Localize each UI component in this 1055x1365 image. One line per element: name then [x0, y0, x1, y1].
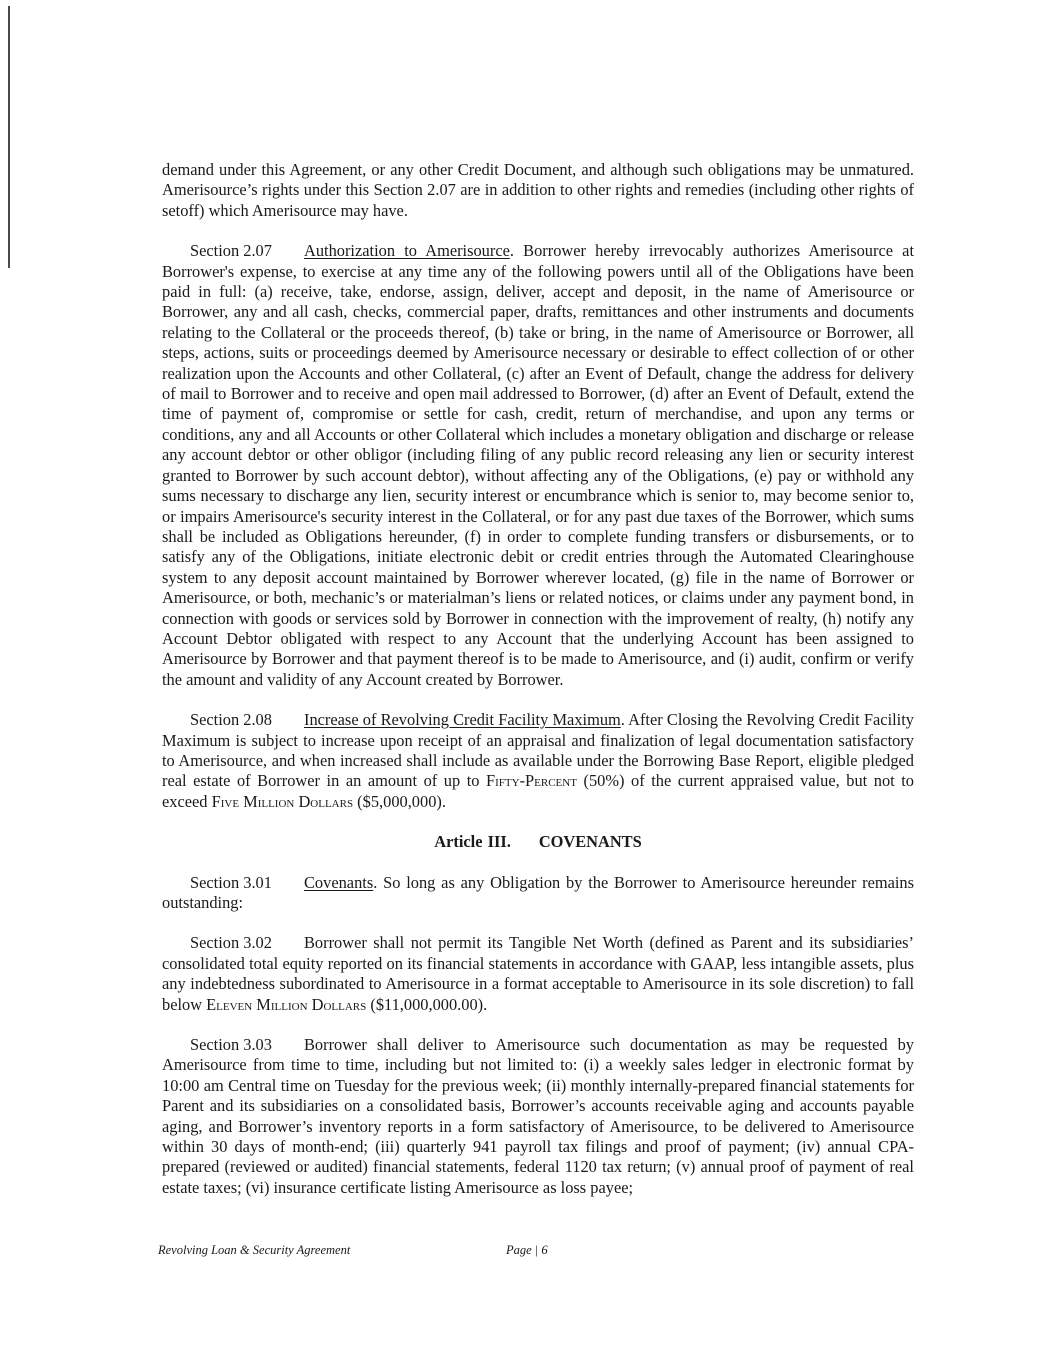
article-heading: [162, 832, 914, 852]
section-title: Covenants: [304, 872, 374, 892]
section-3-03: [162, 1035, 914, 1198]
section-2-08: [162, 710, 914, 812]
section-body: Borrower shall deliver to Amerisource such documentation as may be requested by Amerisource from time to time, including but not limited to: (i) a weekly sales ledger in electronic format by 10:00 am Central time on Tuesday for the previous week; (ii) monthly internally-prepared financial statements for Parent and its subsidiaries on a consolidated basis, Borrower’s accounts receivable aging and accounts payable aging, and Borrower’s inventory reports in a form satisfactory of Amerisource, to be delivered to Amerisource within 30 days of month-end; (iii) quarterly 941 payroll tax filings and proof of payment; (iv) annual CPA-prepared (reviewed or audited) financial statements, federal 1120 tax return; (v) annual proof of payment of real estate taxes; (vi) insurance certificate listing Amerisource as loss payee;: [162, 1035, 914, 1197]
footer-document-title: Revolving Loan & Security Agreement: [158, 1243, 351, 1257]
section-title: Increase of Revolving Credit Facility Maximum: [304, 710, 621, 730]
amount-in-words: Eleven Million Dollars: [206, 994, 367, 1014]
section-body-part-a: Borrower shall not permit its Tangible Net Worth (defined as Parent and its subsidiaries’ consolidated total equity reported on its financial statements in accordance with GAAP, less intangible assets, plus any indebtedness subordinated to Amerisource in a format acceptable to Amerisource in its sole discretion) to fall below: [162, 933, 914, 1014]
section-body-part-a: . After Closing the Revolving Credit Facility Maximum is subject to increase upon receipt of an appraisal and finalization of legal documentation satisfactory to Amerisource, and when increased shall include as available under the Borrowing Base Report, eligible pledged real estate of Borrower in an amount of up to: [162, 710, 914, 791]
section-number: Section 3.02: [190, 933, 272, 953]
section-body-part-c: ($5,000,000).: [353, 791, 446, 811]
section-number: Section 3.03: [190, 1035, 272, 1055]
scan-edge-line: [8, 6, 10, 268]
continuation-paragraph: demand under this Agreement, or any other Credit Document, and although such obligations may be unmatured. Amerisource’s rights under this Section 2.07 are in addition to other rights and remedies (including other rights of setoff) which Amerisource may have.: [162, 160, 914, 220]
footer-page-number: Page | 6: [506, 1243, 548, 1257]
amount-in-words: Fifty-Percent: [486, 771, 577, 791]
section-2-07: [162, 241, 914, 690]
section-body-part-b: ($11,000,000.00).: [366, 994, 488, 1014]
section-number: Section 3.01: [190, 872, 272, 892]
section-body: . Borrower hereby irrevocably authorizes Amerisource at Borrower's expense, to exercise at any time any of the following powers until all of the Obligations have been paid in full: (a) receive, take, endorse, assign, deliver, accept and deposit, in the name of Amerisource or Borrower, any and all cash, checks, commercial paper, drafts, remittances and other instruments and documents relating to the Collateral or the proceeds thereof, (b) take or bring, in the name of Amerisource or Borrower, all steps, actions, suits or proceedings deemed by Amerisource necessary or desirable to effect collection of or other realization upon the Accounts and other Collateral, (c) after an Event of Default, change the address for delivery of mail to Borrower and to receive and open mail addressed to Borrower, (d) after an Event of Default, extend the time of payment of, compromise or settle for cash, credit, return of merchandise, and upon any terms or conditions, any and all Accounts or other Collateral which includes a monetary obligation and discharge or release any account debtor or other obligor (including filing of any public record releasing any lien or security interest granted to Borrower by such account debtor), without affecting any of the Obligations, (e) pay or withhold any sums necessary to discharge any lien, security interest or encumbrance which is senior to, may become senior to, or impairs Amerisource's security interest in the Collateral, or for any past due taxes of the Borrower, which sums shall be included as Obligations hereunder, (f) in order to complete funding transfers or disbursements, or to satisfy any of the Obligations, initiate electronic debit or credit entries through the Automated Clearinghouse system to any deposit account maintained by Borrower wherever located, (g) file in the name of Borrower or Amerisource, or both, mechanic’s or materialman’s liens or related notices, or claims under any payment bond, in connection with goods or services sold by Borrower in connection with the improvement of realty, (h) notify any Account Debtor obligated with respect to any Account that the underlying Account has been assigned to Amerisource by Borrower and that payment thereof is to be made to Amerisource, and (i) audit, confirm or verify the amount and validity of any Account created by Borrower.: [162, 241, 914, 689]
article-label: Article III.: [434, 832, 511, 852]
document-page: [162, 160, 914, 1218]
amount-in-words: Five Million Dollars: [211, 791, 354, 811]
article-title: COVENANTS: [538, 832, 642, 852]
section-title: Authorization to Amerisource: [304, 241, 510, 261]
section-number: Section 2.07: [190, 241, 272, 261]
section-body-part-b: (50%) of the current appraised value, but not to exceed: [162, 771, 914, 811]
section-3-01: [162, 873, 914, 914]
section-number: Section 2.08: [190, 710, 272, 730]
section-body: . So long as any Obligation by the Borrower to Amerisource hereunder remains outstanding:: [162, 872, 914, 912]
section-3-02: [162, 933, 914, 1015]
